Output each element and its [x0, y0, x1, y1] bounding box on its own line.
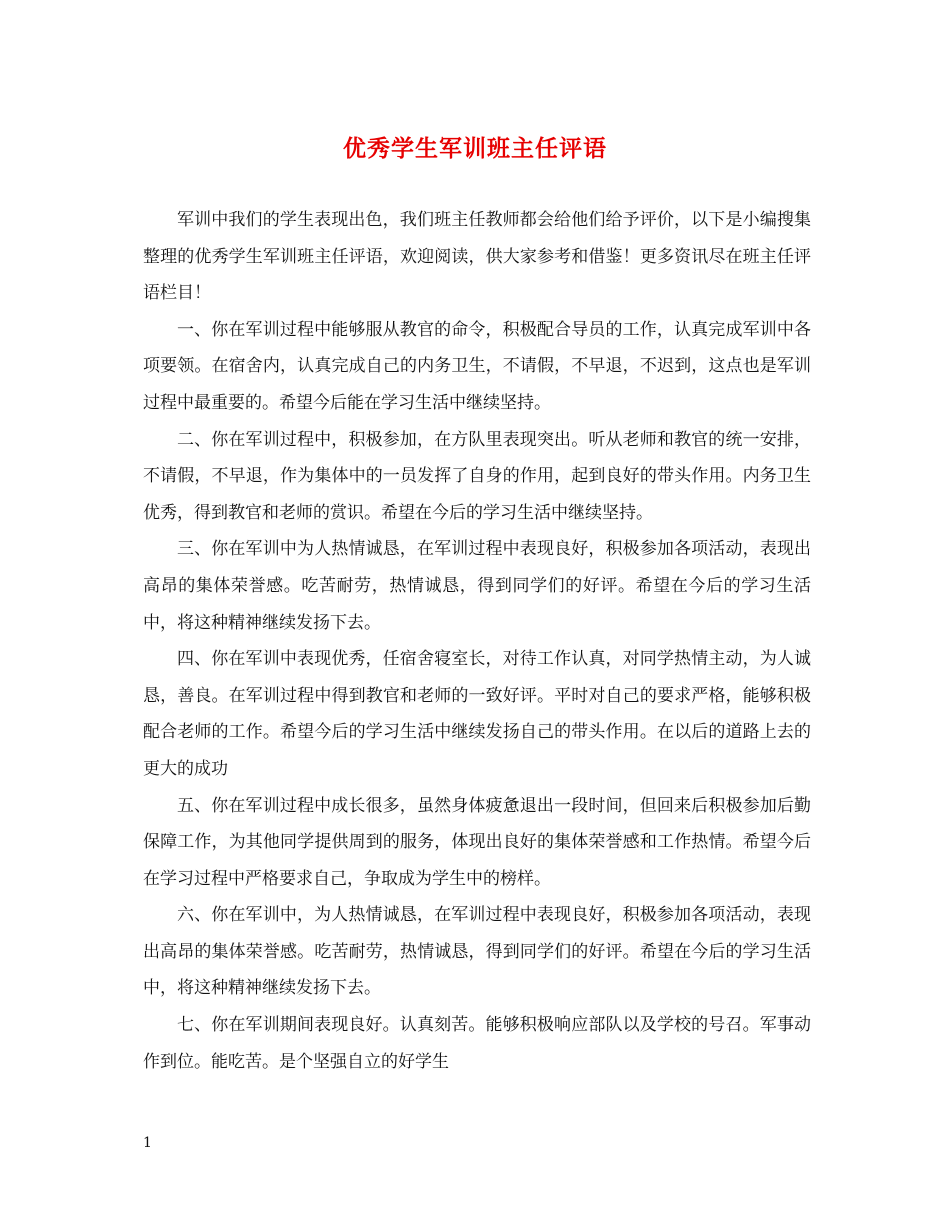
- document-body: [143, 202, 811, 1080]
- page-number: 1: [143, 1135, 152, 1151]
- paragraph-2: 二、你在军训过程中，积极参加，在方队里表现突出。听从老师和教官的统一安排，不请假，不早退，作为集体中的一员发挥了自身的作用，起到良好的带头作用。内务卫生优秀，得到教官和老师的赏识。希望在今后的学习生活中继续坚持。: [143, 429, 811, 523]
- paragraph-intro: 军训中我们的学生表现出色，我们班主任教师都会给他们给予评价，以下是小编搜集整理的优秀学生军训班主任评语，欢迎阅读，供大家参考和借鉴！更多资讯尽在班主任评语栏目！: [143, 210, 811, 304]
- paragraph-7: 七、你在军训期间表现良好。认真刻苦。能够积极响应部队以及学校的号召。军事动作到位。能吃苦。是个坚强自立的好学生: [143, 1015, 811, 1072]
- document-title: 优秀学生军训班主任评语: [343, 135, 607, 162]
- paragraph-5: 五、你在军训过程中成长很多，虽然身体疲惫退出一段时间，但回来后积极参加后勤保障工作，为其他同学提供周到的服务，体现出良好的集体荣誉感和工作热情。希望今后在学习过程中严格要求自己，争取成为学生中的榜样。: [143, 795, 811, 889]
- paragraph-1: 一、你在军训过程中能够服从教官的命令，积极配合导员的工作，认真完成军训中各项要领。在宿舍内，认真完成自己的内务卫生，不请假，不早退，不迟到，这点也是军训过程中最重要的。希望今后能在学习生活中继续坚持。: [143, 319, 811, 413]
- paragraph-6: 六、你在军训中，为人热情诚恳，在军训过程中表现良好，积极参加各项活动，表现出高昂的集体荣誉感。吃苦耐劳，热情诚恳，得到同学们的好评。希望在今后的学习生活中，将这种精神继续发扬下去。: [143, 905, 811, 999]
- paragraph-3: 三、你在军训中为人热情诚恳，在军训过程中表现良好，积极参加各项活动，表现出高昂的集体荣誉感。吃苦耐劳，热情诚恳，得到同学们的好评。希望在今后的学习生活中，将这种精神继续发扬下去。: [143, 539, 811, 633]
- paragraph-4: 四、你在军训中表现优秀，任宿舍寝室长，对待工作认真，对同学热情主动，为人诚恳，善良。在军训过程中得到教官和老师的一致好评。平时对自己的要求严格，能够积极配合老师的工作。希望今后的学习生活中继续发扬自己的带头作用。在以后的道路上去的更大的成功: [143, 649, 811, 779]
